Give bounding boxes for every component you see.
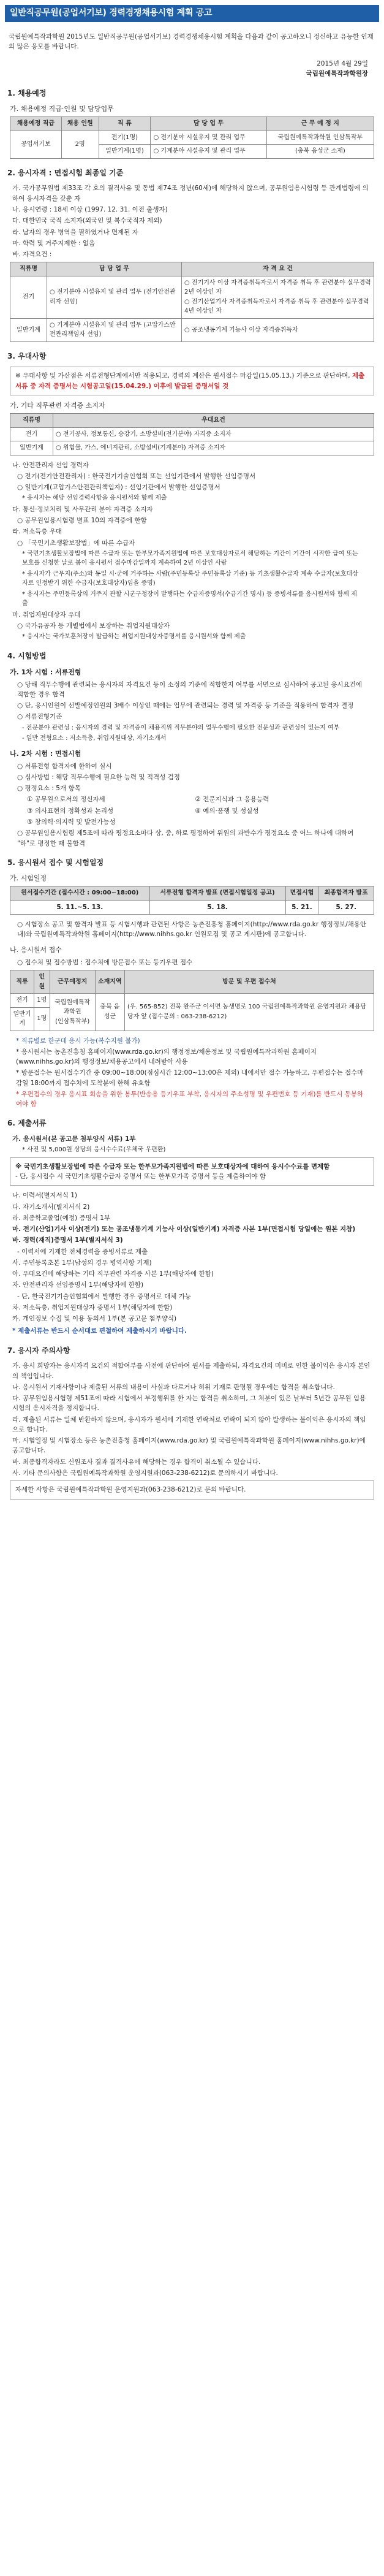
fee-notice-text: ※ 국민기초생활보장법에 따른 수급자 또는 한부모가족지원법에 따른 보호대상자에 대하여 응시수수료를 면제함 xyxy=(15,1162,330,1170)
col-header: 우대요건 xyxy=(53,414,374,428)
s3-line: ○ 일반기계(고압가스안전관리책임자) : 선임기관에서 발행한 선임증명서 xyxy=(17,484,220,492)
kind-cell: 일반기계(1명) xyxy=(99,145,151,159)
duty-cell: ○ 기계분야 시설유지 및 관리 업무 xyxy=(151,145,266,159)
s5-note: ○ 시험장소 공고 및 합격자 발표 등 시험시행과 관련된 사항은 농촌진흥청 홈페이지(http://www.rda.go.kr 행정정보/채용안내)와 국립원예특작과학원 홈페이지(http://www.nihhs.go.kr 인원모집 및 공고 게시판)에 공고합니다. xyxy=(17,921,367,939)
eval-item: ④ 예의·품행 및 성실성 xyxy=(195,807,259,815)
s6-item: 차. 저소득층, 취업지원대상자 증명서 1부(해당자에 한함) xyxy=(12,1303,173,1311)
s3-line: * 국민기초생활보장법에 따른 수급자 또는 한부모가족지원법에 따른 보호대상자로서 해당하는 기간이 기간이 시작한 급여 또는 보호를 신청한 날로 봄이 응시원서 접수마감일까지 계속하여 2년 이상인 사람 xyxy=(22,550,358,567)
qualification-table xyxy=(10,262,374,342)
final-contact-box xyxy=(10,1480,374,1499)
s5-after: * 우편접수의 경우 응시표 회송을 위한 봉투(반송용 등기우표 부착, 응시자의 주소성명 및 우편번호 등 기재)를 반드시 동봉하여야 함 xyxy=(16,1090,364,1108)
s5-after: * 방문접수는 원서접수기간 중 09:00~18:00(점심시간 12:00~13:00은 제외) 내에서만 접수 가능하고, 우편접수는 접수마감일 18:00까지 접수처에 도착분에 한해 유효함 xyxy=(16,1069,364,1087)
eval-item: ① 공무원으로서의 정신자세 xyxy=(27,796,105,804)
s4-line: ○ 심사방법 : 해당 직무수행에 필요한 능력 및 적격성 검정 xyxy=(17,773,180,781)
s4-sub-b: 나. 2차 시험 : 면접시험 xyxy=(10,749,81,758)
schedule-value: 5. 11.~5. 13. xyxy=(10,900,150,914)
eval-item: ③ 의사표현의 정확성과 논리성 xyxy=(27,807,114,815)
col-header: 소재지역 xyxy=(95,970,124,994)
s3-line: * 응시자가 근무지(주소)와 동일 시·군에 거주하는 사람(주민등록상 주민등록상 기준) 등 기초생활수급자 계속 수급자(보호대상자로 인정받기 위한 수급자(보호대상자)임을 증명) xyxy=(22,570,358,587)
s7-item: 가. 응시 희망자는 응시자격 요건의 적합여부를 사전에 판단하여 원서를 제출하되, 자격요건의 미비로 인한 불이익은 응시자 본인의 책임입니다. xyxy=(12,1362,371,1380)
s4-last: ○ 공무원임용시험령 제5조에 따라 평정요소마다 상, 중, 하로 평정하여 위원의 과반수가 평정요소 중 어느 하나에 대하여 "하"로 평정한 때 불합격 xyxy=(17,829,354,847)
s6-item: 마. 전기(산업)기사 이상(전기) 또는 공조냉동기계 기능사 이상(일반기계) 자격증 사본 1부(면접시험 당일에는 원본 지참) xyxy=(12,1225,356,1233)
duty-cell: ○ 전기분야 시설유지 및 관리 업무 xyxy=(151,131,266,145)
col-header: 서류전형 합격자 발표 (면접시험일정 공고) xyxy=(149,886,285,901)
notice-date: 2015년 4월 29일 xyxy=(317,60,368,68)
s6-item: 아. 우대요건에 해당하는 기타 직무관련 자격증 사본 1부(해당자에 한함) xyxy=(12,1270,214,1278)
s5-sub-b: 나. 응시원서 접수 xyxy=(10,945,62,954)
preference-notice-text: ※ 우대사항 및 가산점은 서류전형단계에서만 적용되고, 경력의 계산은 원서접수 마감일(15.05.13.) 기준으로 판단하며, xyxy=(15,372,350,380)
s7-item: 마. 시험일정 및 시험장소 등은 농촌진흥청 홈페이지(www.rda.go.kr) 및 국립원예특작과학원 홈페이지(www.nihhs.go.kr)에 공고합니다. xyxy=(12,1437,366,1455)
notice-title: 일반직공무원(공업서기보) 경력경쟁채용시험 계획 공고 xyxy=(5,5,379,22)
s4-line: ○ 서류전형 합격자에 한하여 실시 xyxy=(17,762,112,770)
s6-item: 다. 자기소개서(별지서식 2) xyxy=(12,1203,90,1211)
kind-cell: 일반기계 xyxy=(10,1007,34,1031)
fee-notice-note: - 단, 응시접수 시 국민기초생활수급자 증명서 또는 한부모가족 증명서 등을 제출하여야 함 xyxy=(15,1173,266,1181)
s6-a-note: * 사진 및 5,000원 상당의 응시수수료(우체국 우편환) xyxy=(22,1146,166,1154)
kind-cell: 전기 xyxy=(10,427,53,441)
schedule-table xyxy=(10,886,374,915)
section-4-heading: 4. 시험방법 xyxy=(7,651,47,660)
place-cell xyxy=(50,994,95,1031)
col-header: 면접시험 xyxy=(285,886,318,901)
col-header: 채용예정 직급 xyxy=(10,117,62,131)
notice-org: 국립원예특작과학원장 xyxy=(306,70,368,78)
place-line: (인삼특작부) xyxy=(55,1018,90,1025)
fee-notice xyxy=(10,1157,374,1186)
kind-cell: 일반기계 xyxy=(10,318,47,341)
s3-line: 나. 안전관리자 선임 경력자 xyxy=(12,461,89,469)
final-contact-text: 자세한 사항은 국립원예특작과학원 운영지원과(063-238-6212)로 문의 바랍니다. xyxy=(15,1486,246,1494)
s6-footer: * 제출서류는 반드시 순서대로 편철하여 제출하시기 바랍니다. xyxy=(12,1327,187,1335)
col-header: 인원 xyxy=(34,970,50,994)
s4-line: ○ 단, 응시인원이 선발예정인원의 3배수 이상인 때에는 업무에 관련되는 경력 및 자격증 등 기준을 적용하여 합격자 결정 xyxy=(17,702,354,710)
s7-item: 나. 응시원서 기재사항이나 제출된 서류의 내용이 사실과 다르거나 허위 기재로 판명될 경우에는 합격을 취소합니다. xyxy=(12,1383,335,1391)
s2-line: 나. 응시연령 : 18세 이상 (1997. 12. 31. 이전 출생자) xyxy=(12,206,168,214)
place-cell: (충북 음성군 소재) xyxy=(266,145,374,159)
s3-line: 라. 저소득층 우대 xyxy=(12,528,62,536)
s5-sub-a: 가. 시험일정 xyxy=(10,874,47,883)
col-header: 직류명 xyxy=(10,414,53,428)
col-header: 자 격 요 건 xyxy=(182,262,374,276)
schedule-value: 5. 21. xyxy=(285,900,318,914)
s3-line: ○ 「국민기초생활보장법」에 따른 수급자 xyxy=(17,539,135,547)
col-header: 최종합격자 발표 xyxy=(318,886,374,901)
section-6-heading: 6. 제출서류 xyxy=(7,1119,47,1128)
col-header: 직류 xyxy=(10,970,34,994)
s3-line: ○ 국가유공자 등 개별법에서 보장하는 취업지원대상자 xyxy=(17,622,170,630)
s6-item: 사. 주민등록초본 1부(남성의 경우 병역사항 기재) xyxy=(12,1259,152,1267)
submission-table xyxy=(10,970,374,1031)
s6-item: - 단, 한국전기기술인협회에서 발행한 경우 증명서로 대체 가능 xyxy=(17,1292,192,1300)
s3-line: 마. 취업지원대상자 우대 xyxy=(12,611,81,619)
s4-eval-line: - 일반 전형요소 : 저소득층, 취업지원대상, 자기소개서 xyxy=(22,735,167,742)
address-cell: (우. 565-852) 전북 완주군 이서면 농생명로 100 국립원예특작과학원 운영지원과 채용담당자 앞 (접수문의 : 063-238-6212) xyxy=(124,994,374,1031)
s3-sub-a: 가. 기타 직무관련 자격증 소지자 xyxy=(10,401,105,410)
kind-cell: 전기(1명) xyxy=(99,131,151,145)
section-1-heading: 1. 채용예정 xyxy=(7,88,47,97)
place-cell: 국립원예특작과학원 인삼특작부 xyxy=(266,131,374,145)
col-header: 직류명 xyxy=(10,262,47,276)
count-cell: 1명 xyxy=(34,1007,50,1031)
col-header: 근무예정지 xyxy=(50,970,95,994)
s3-line: * 응시자는 국가보훈처장이 발급하는 취업지원대상자증명서를 응시원서와 함께 제출 xyxy=(22,633,246,641)
s4-line: ○ 당해 직무수행에 관련되는 응시자의 자격요건 등이 소정의 기준에 적합한지 여부를 서면으로 심사하여 공고된 응시요건에 적합한 경우 합격 xyxy=(17,680,363,698)
col-header: 채용 인원 xyxy=(61,117,99,131)
preference-table xyxy=(10,413,374,455)
s3-line: ○ 공무원임용시험령 별표 10의 자격증에 한함 xyxy=(17,517,147,525)
s6-item: 나. 이력서(별지서식 1) xyxy=(12,1192,78,1200)
col-header: 담 당 업 무 xyxy=(47,262,182,276)
count-cell: 1명 xyxy=(34,994,50,1008)
s2-line: 가. 국가공무원법 제33조 각 호의 결격사유 및 동법 제74조 정년(60세)에 해당하지 않으며, 공무원임용시험령 등 관계법령에 의하여 응시자격을 갖춘 자 xyxy=(12,185,369,202)
s6-item: 라. 최종학교졸업(예정) 증명서 1부 xyxy=(12,1214,111,1222)
s6-a: 가. 응시원서(본 공고문 첨부양식 서류) 1부 xyxy=(12,1135,136,1143)
req-cell: ○ 전기기사 이상 자격증취득자로서 자격증 취득 후 관련분야 실무경력 2년 이상인 자 ○ 전기산업기사 자격증취득자로서 자격증 취득 후 관련분야 실무경력 4년 이상인 자 xyxy=(182,276,374,318)
s6-item: 자. 안전관리자 선임증명서 1부(해당자에 한함) xyxy=(12,1281,144,1289)
s4-sub-a: 가. 1차 시험 : 서류전형 xyxy=(10,668,81,676)
s4-line: ○ 평정요소 : 5개 항목 xyxy=(17,785,81,793)
s2-line: 바. 자격요건 : xyxy=(12,251,52,259)
s6-item: 카. 개인정보 수집 및 이용 동의서 1부(본 공고문 첨부양식) xyxy=(12,1315,177,1323)
s6-item: - 이력서에 기재한 전체경력을 증빙서류로 제출 xyxy=(17,1248,148,1256)
col-header: 근 무 예 정 지 xyxy=(266,117,374,131)
col-header: 담 당 업 무 xyxy=(151,117,266,131)
duty-cell: ○ 전기분야 시설유지 및 관리 업무 (전기안전관리자 선임) xyxy=(47,276,182,318)
col-header: 직 류 xyxy=(99,117,151,131)
s5-after: * 직류별로 한군데 응시 가능(복수지원 불가) xyxy=(16,1037,140,1045)
region-cell: 충북 음성군 xyxy=(95,994,124,1031)
s4-eval-line: - 전문분야 관련성 : 응시자의 경력 및 자격증이 채용직위 직무분야의 업무수행에 필요한 전문성과 관련성이 있는지 여부 xyxy=(22,724,340,731)
section-2-heading: 2. 응시자격 : 면접시험 최종일 기준 xyxy=(7,168,124,177)
kind-cell: 전기 xyxy=(10,994,34,1008)
s2-line: 다. 대한민국 국적 소지자(외국인 및 복수국적자 제외) xyxy=(12,217,162,225)
s7-item: 라. 제출된 서류는 일체 반환하지 않으며, 응시자가 원서에 기재한 연락처로 연락이 되지 않아 발생하는 불이익은 응시자의 책임으로 합니다. xyxy=(12,1416,366,1433)
col-header: 원서접수기간 (접수시간 : 09:00~18:00) xyxy=(10,886,150,901)
intro-text: 국립원예특작과학원 2015년도 일반직공무원(공업서기보) 경력경쟁채용시험 계획을 다음과 같이 공고하오니 정신하고 유능한 인재의 많은 응모를 바랍니다. xyxy=(9,32,374,50)
section-5-heading: 5. 응시원서 접수 및 시험일정 xyxy=(7,858,104,867)
s7-item: 바. 최종합격자라도 신원조사 결과 결격사유에 해당하는 경우 합격이 취소될 수 있습니다. xyxy=(12,1458,261,1466)
s7-item: 사. 기타 문의사항은 국립원예특작과학원 운영지원과(063-238-6212)로 문의하시기 바랍니다. xyxy=(12,1469,278,1477)
s3-line: * 응시자는 주민등록상의 거주지 관할 시군구청장이 발행하는 수급자증명서(수급기간 명시) 등 증빙서류를 응시원서와 함께 제출 xyxy=(22,590,357,608)
s3-line: 다. 통신·정보처리 및 사무관리 분야 자격증 소지자 xyxy=(12,505,153,513)
section-1-sub: 가. 채용예정 직급·인원 및 담당업무 xyxy=(10,105,114,113)
count-cell: 2명 xyxy=(61,131,99,158)
section-3-heading: 3. 우대사항 xyxy=(7,351,47,360)
preference-notice-red: 제출서류 중 자격 증명서는 시험공고일(15.04.29.) 이후에 발급된 증명서일 것 xyxy=(15,372,365,390)
kind-cell: 일반기계 xyxy=(10,441,53,455)
eval-items xyxy=(27,795,357,827)
eval-item: ⑤ 창의력·의지력 및 발전가능성 xyxy=(27,818,116,826)
col-header: 방문 및 우편 접수처 xyxy=(124,970,374,994)
s6-item: 바. 경력(재직)증명서 1부(별지서식 3) xyxy=(12,1237,123,1244)
s4-eval: ○ 서류전형기준 xyxy=(17,713,62,721)
kind-cell: 전기 xyxy=(10,276,47,318)
req-cell: ○ 위험물, 가스, 에너지관리, 소방설비(기계분야) 자격증 소지자 xyxy=(53,441,374,455)
duty-cell: ○ 기계분야 시설유지 및 관리 업무 (고압가스안전관리책임자 선임) xyxy=(47,318,182,341)
s3-line: ○ 전기(전기안전관리자) : 한국전기기술인협회 또는 선임기관에서 발행한 선임증명서 xyxy=(17,472,256,480)
s2-line: 라. 남자의 경우 병역을 필하였거나 면제된 자 xyxy=(12,228,138,236)
schedule-value: 5. 18. xyxy=(149,900,285,914)
preference-notice xyxy=(10,367,374,395)
s2-line: 마. 학력 및 거주지제한 : 없음 xyxy=(12,239,96,247)
s7-item: 다. 공무원임용시험령 제51조에 따라 시험에서 부정행위를 한 자는 합격을 취소하며, 그 처분이 있은 날부터 5년간 공무원 임용시험의 응시자격을 정지합니다. xyxy=(12,1395,366,1412)
schedule-value: 5. 27. xyxy=(318,900,374,914)
s3-line: * 응시자는 해당 선임경력사항을 응시원서와 함께 제출 xyxy=(22,495,167,502)
s5-b-line: ○ 접수처 및 접수방법 : 접수처에 방문접수 또는 등기우편 접수 xyxy=(17,958,193,966)
s5-after: * 응시원서는 농촌진흥청 홈페이지(www.rda.go.kr)의 행정정보/채용정보 및 국립원예특작과학원 홈페이지 (www.nihhs.go.kr)의 행정정보/채용공고에서 내려받아 사용 xyxy=(16,1048,317,1066)
rank-cell: 공업서기보 xyxy=(10,131,62,158)
recruit-table xyxy=(10,116,374,159)
section-7-heading: 7. 응시자 주의사항 xyxy=(7,1346,70,1355)
place-line: 국립원예특작과학원 xyxy=(55,999,91,1016)
eval-item: ② 전문지식과 그 응용능력 xyxy=(195,796,269,804)
req-cell: ○ 전기공사, 정보통신, 승강기, 소방설비(전기분야) 자격증 소지자 xyxy=(53,427,374,441)
req-cell: ○ 공조냉동기계 기능사 이상 자격증취득자 xyxy=(182,318,374,341)
